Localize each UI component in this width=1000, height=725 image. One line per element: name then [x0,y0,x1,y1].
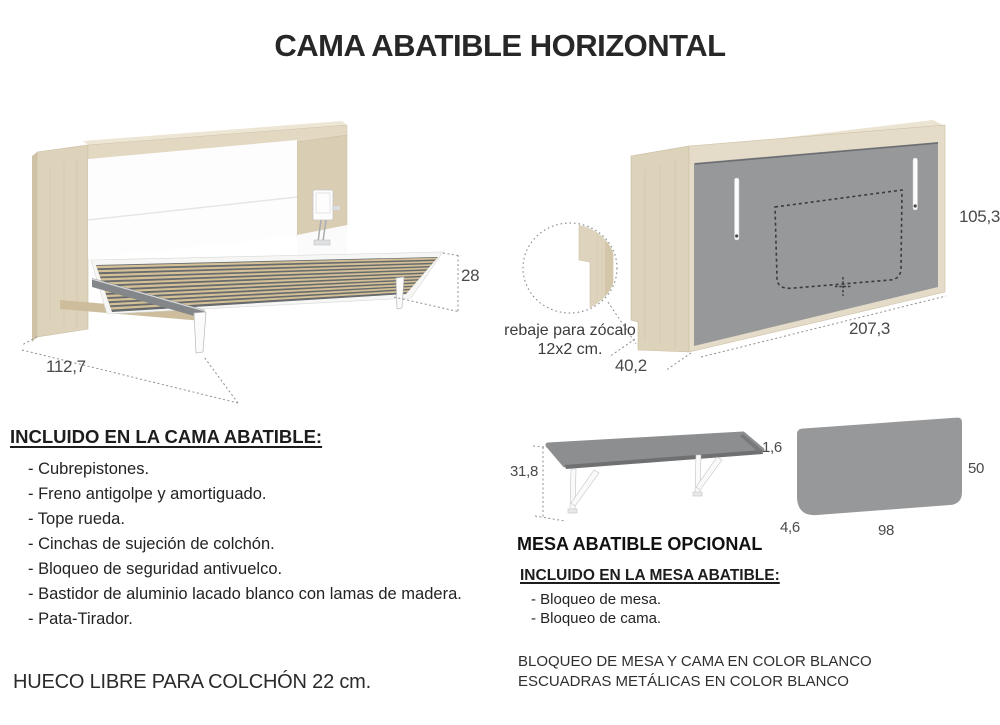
bed-included-heading: INCLUIDO EN LA CAMA ABATIBLE: [10,426,323,447]
mattress-clearance-note: HUECO LIBRE PARA COLCHÓN 22 cm. [13,671,371,693]
dim-tabletop-corner: 4,6 [780,519,800,536]
mesa-included-heading: INCLUIDO EN LA MESA ABATIBLE: [520,567,780,584]
list-item: - Bloqueo de mesa. [531,591,662,608]
list-item: - Cinchas de sujeción de colchón. [28,535,275,553]
closed-cabinet-body [631,120,945,352]
list-item: - Cubrepistones. [28,460,150,478]
folding-table-illustration [505,415,795,535]
dim-open-bed-leg-height: 28 [461,266,480,285]
list-item: - Pata-Tirador. [28,610,133,628]
zocalo-note-line1: rebaje para zócalo [504,322,636,339]
dim-tabletop-width: 98 [878,522,895,539]
bed-included-section [10,426,500,632]
footer-note-line: BLOQUEO DE MESA Y CAMA EN COLOR BLANCO [518,653,872,670]
footer-notes [518,652,872,692]
dim-closed-bed-width: 207,3 [849,319,891,338]
table-top-shape [797,418,962,516]
open-bed-illustration [20,112,490,412]
dim-closed-bed-depth: 40,2 [615,356,647,375]
list-item: - Bloqueo de seguridad antivuelco. [28,560,283,578]
zocalo-note-line2: 12x2 cm. [537,341,603,358]
dim-table-thickness: 1,6 [762,439,782,456]
dim-open-bed-depth: 112,7 [46,357,86,376]
mesa-included-section [520,567,920,628]
zocalo-note [504,321,636,359]
list-item: - Freno antigolpe y amortiguado. [28,485,267,503]
dim-tabletop-height: 50 [968,460,985,477]
list-item: - Tope rueda. [28,510,125,528]
footer-note-line: ESCUADRAS METÁLICAS EN COLOR BLANCO [518,673,849,690]
table-top [548,434,763,469]
dim-table-wall-height: 31,8 [510,463,538,480]
list-item: - Bastidor de aluminio lacado blanco con lamas de madera. [28,585,462,603]
list-item: - Bloqueo de cama. [531,610,662,627]
page-title: CAMA ABATIBLE HORIZONTAL [274,28,726,63]
dim-closed-bed-height: 105,3 [959,207,1000,226]
slatted-bed-base [91,252,443,319]
mesa-section-heading: MESA ABATIBLE OPCIONAL [517,534,763,554]
